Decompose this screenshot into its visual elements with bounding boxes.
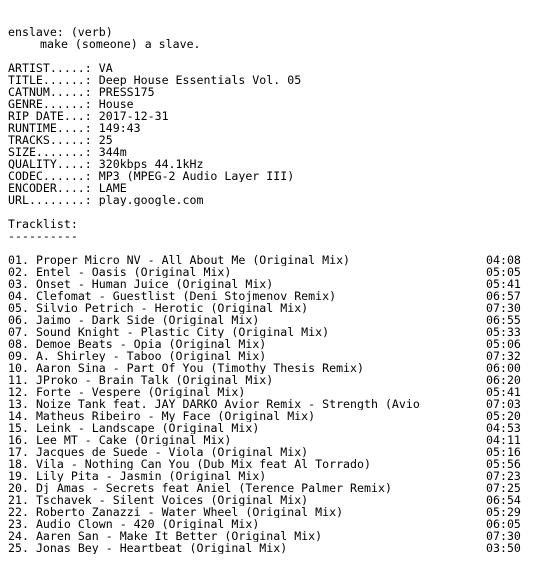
track-title: A. Shirley - Taboo (Original Mix) bbox=[35, 350, 267, 362]
info-value: MP3 (MPEG-2 Audio Layer III) bbox=[98, 170, 295, 182]
info-value: VA bbox=[98, 62, 113, 74]
info-key: URL........: bbox=[8, 194, 92, 206]
track-row bbox=[8, 446, 532, 458]
track-text bbox=[8, 326, 486, 338]
track-duration: 06:05 bbox=[486, 517, 521, 531]
track-duration: 06:00 bbox=[486, 361, 521, 375]
track-row bbox=[8, 278, 532, 290]
track-row bbox=[8, 458, 532, 470]
info-row bbox=[8, 62, 532, 74]
track-number: 16. bbox=[8, 434, 29, 446]
nfo-document bbox=[8, 26, 532, 554]
tracklist-underline: ---------- bbox=[8, 230, 78, 242]
track-row bbox=[8, 386, 532, 398]
track-number: 21. bbox=[8, 494, 29, 506]
track-number: 11. bbox=[8, 374, 29, 386]
info-value: 149:43 bbox=[98, 122, 141, 134]
info-key: QUALITY....: bbox=[8, 158, 92, 170]
track-text bbox=[8, 482, 486, 494]
info-key: CATNUM.....: bbox=[8, 86, 92, 98]
tracklist bbox=[8, 254, 532, 554]
track-duration: 05:33 bbox=[486, 325, 521, 339]
info-value: play.google.com bbox=[98, 194, 204, 206]
track-number: 12. bbox=[8, 386, 29, 398]
track-number: 15. bbox=[8, 422, 29, 434]
track-title: Proper Micro NV - All About Me (Original Mix) bbox=[35, 254, 351, 266]
track-duration: 07:32 bbox=[486, 349, 521, 363]
track-duration: 06:55 bbox=[486, 313, 521, 327]
track-row bbox=[8, 290, 532, 302]
track-row bbox=[8, 542, 532, 554]
track-row bbox=[8, 350, 532, 362]
spacer bbox=[8, 50, 532, 62]
track-text bbox=[8, 362, 486, 374]
info-value: PRESS175 bbox=[98, 86, 155, 98]
info-row bbox=[8, 122, 532, 134]
info-row bbox=[8, 134, 532, 146]
track-number: 23. bbox=[8, 518, 29, 530]
info-value: 320kbps 44.1kHz bbox=[98, 158, 204, 170]
track-title: Aaron Sina - Part Of You (Timothy Thesis Remix) bbox=[35, 362, 364, 374]
track-duration: 07:23 bbox=[486, 469, 521, 483]
track-row bbox=[8, 326, 532, 338]
track-text bbox=[8, 458, 486, 470]
track-row bbox=[8, 254, 532, 266]
track-number: 05. bbox=[8, 302, 29, 314]
spacer bbox=[8, 206, 532, 218]
track-title: Vila - Nothing Can You (Dub Mix feat Al Torrado) bbox=[35, 458, 371, 470]
track-number: 25. bbox=[8, 542, 29, 554]
track-number: 01. bbox=[8, 254, 29, 266]
track-number: 20. bbox=[8, 482, 29, 494]
track-text bbox=[8, 302, 486, 314]
track-title: Clefomat - Guestlist (Deni Stojmenov Remix) bbox=[35, 290, 337, 302]
track-title: Silvio Petrich - Herotic (Original Mix) bbox=[35, 302, 309, 314]
track-text bbox=[8, 338, 486, 350]
release-info bbox=[8, 62, 532, 206]
track-title: Entel - Oasis (Original Mix) bbox=[35, 266, 232, 278]
track-duration: 04:53 bbox=[486, 421, 521, 435]
track-title: Dj Amas - Secrets feat Aniel (Terence Palmer Remix) bbox=[35, 482, 392, 494]
track-text bbox=[8, 314, 486, 326]
track-duration: 05:20 bbox=[486, 409, 521, 423]
track-number: 06. bbox=[8, 314, 29, 326]
track-title: Jacques de Suede - Viola (Original Mix) bbox=[35, 446, 309, 458]
track-number: 04. bbox=[8, 290, 29, 302]
track-duration: 06:20 bbox=[486, 373, 521, 387]
track-title: Jaimo - Dark Side (Original Mix) bbox=[35, 314, 260, 326]
track-row bbox=[8, 506, 532, 518]
track-title: Sound Knight - Plastic City (Original Mix) bbox=[35, 326, 330, 338]
track-text bbox=[8, 410, 486, 422]
track-number: 02. bbox=[8, 266, 29, 278]
track-row bbox=[8, 362, 532, 374]
track-row bbox=[8, 314, 532, 326]
track-text bbox=[8, 386, 486, 398]
info-key: SIZE.......: bbox=[8, 146, 92, 158]
info-key: RIP DATE...: bbox=[8, 110, 92, 122]
track-duration: 06:54 bbox=[486, 493, 521, 507]
info-value: Deep House Essentials Vol. 05 bbox=[98, 74, 302, 86]
info-value: 25 bbox=[98, 134, 113, 146]
track-row bbox=[8, 266, 532, 278]
track-duration: 07:03 bbox=[486, 397, 521, 411]
track-number: 03. bbox=[8, 278, 29, 290]
track-title: Matheus Ribeiro - My Face (Original Mix) bbox=[35, 410, 316, 422]
track-row bbox=[8, 338, 532, 350]
track-text bbox=[8, 530, 486, 542]
info-row bbox=[8, 86, 532, 98]
track-number: 08. bbox=[8, 338, 29, 350]
track-number: 10. bbox=[8, 362, 29, 374]
track-row bbox=[8, 410, 532, 422]
track-title: Lee MT - Cake (Original Mix) bbox=[35, 434, 232, 446]
info-row bbox=[8, 74, 532, 86]
track-row bbox=[8, 530, 532, 542]
track-title: Aaren San - Make It Better (Original Mix) bbox=[35, 530, 323, 542]
info-row bbox=[8, 194, 532, 206]
track-row bbox=[8, 494, 532, 506]
track-row bbox=[8, 374, 532, 386]
track-text bbox=[8, 434, 486, 446]
track-text bbox=[8, 278, 486, 290]
info-key: RUNTIME....: bbox=[8, 122, 92, 134]
track-duration: 04:08 bbox=[486, 253, 521, 267]
track-duration: 07:30 bbox=[486, 529, 521, 543]
track-duration: 05:29 bbox=[486, 505, 521, 519]
track-title: Leink - Landscape (Original Mix) bbox=[35, 422, 260, 434]
tracklist-heading: Tracklist: bbox=[8, 218, 78, 230]
track-text bbox=[8, 494, 486, 506]
track-text bbox=[8, 374, 486, 386]
track-duration: 03:50 bbox=[486, 541, 521, 555]
info-key: CODEC......: bbox=[8, 170, 92, 182]
track-title: Demoe Beats - Opia (Original Mix) bbox=[35, 338, 267, 350]
track-duration: 05:56 bbox=[486, 457, 521, 471]
track-text bbox=[8, 518, 486, 530]
info-value: LAME bbox=[98, 182, 127, 194]
track-duration: 05:41 bbox=[486, 385, 521, 399]
info-value: 2017-12-31 bbox=[98, 110, 169, 122]
info-row bbox=[8, 98, 532, 110]
track-text bbox=[8, 542, 486, 554]
track-text bbox=[8, 470, 486, 482]
track-title: Roberto Zanazzi - Water Wheel (Original Mix) bbox=[35, 506, 344, 518]
track-number: 19. bbox=[8, 470, 29, 482]
track-duration: 05:05 bbox=[486, 265, 521, 279]
track-text bbox=[8, 254, 486, 266]
track-text bbox=[8, 506, 486, 518]
track-text bbox=[8, 422, 486, 434]
track-title: Tschavek - Silent Voices (Original Mix) bbox=[35, 494, 309, 506]
track-number: 07. bbox=[8, 326, 29, 338]
track-title: JProko - Brain Talk (Original Mix) bbox=[35, 374, 274, 386]
track-number: 13. bbox=[8, 398, 29, 410]
track-duration: 04:11 bbox=[486, 433, 521, 447]
track-duration: 07:25 bbox=[486, 481, 521, 495]
info-key: ENCODER....: bbox=[8, 182, 92, 194]
track-duration: 05:16 bbox=[486, 445, 521, 459]
track-title: Noize Tank feat. JAY DARKO Avior Remix - Strength (Avio bbox=[35, 398, 420, 410]
track-row bbox=[8, 302, 532, 314]
track-row bbox=[8, 398, 532, 410]
track-duration: 05:41 bbox=[486, 277, 521, 291]
track-title: Onset - Human Juice (Original Mix) bbox=[35, 278, 274, 290]
track-number: 18. bbox=[8, 458, 29, 470]
spacer bbox=[8, 242, 532, 254]
track-row bbox=[8, 434, 532, 446]
track-duration: 05:06 bbox=[486, 337, 521, 351]
track-text bbox=[8, 350, 486, 362]
track-number: 09. bbox=[8, 350, 29, 362]
track-row bbox=[8, 518, 532, 530]
track-number: 17. bbox=[8, 446, 29, 458]
track-title: Jonas Bey - Heartbeat (Original Mix) bbox=[35, 542, 288, 554]
track-number: 24. bbox=[8, 530, 29, 542]
info-row bbox=[8, 146, 532, 158]
definition-meaning: make (someone) a slave. bbox=[40, 38, 201, 50]
info-row bbox=[8, 182, 532, 194]
track-title: Lily Pita - Jasmin (Original Mix) bbox=[35, 470, 267, 482]
info-key: GENRE......: bbox=[8, 98, 92, 110]
info-key: ARTIST.....: bbox=[8, 62, 92, 74]
track-title: Audio Clown - 420 (Original Mix) bbox=[35, 518, 260, 530]
track-duration: 07:30 bbox=[486, 301, 521, 315]
info-value: House bbox=[98, 98, 134, 110]
track-number: 22. bbox=[8, 506, 29, 518]
track-text bbox=[8, 446, 486, 458]
info-row bbox=[8, 110, 532, 122]
track-row bbox=[8, 482, 532, 494]
info-row bbox=[8, 158, 532, 170]
info-key: TRACKS.....: bbox=[8, 134, 92, 146]
info-row bbox=[8, 170, 532, 182]
track-title: Forte - Vespere (Original Mix) bbox=[35, 386, 246, 398]
definition-term: enslave: (verb) bbox=[8, 26, 113, 38]
track-row bbox=[8, 470, 532, 482]
track-text bbox=[8, 266, 486, 278]
track-text bbox=[8, 290, 486, 302]
track-number: 14. bbox=[8, 410, 29, 422]
track-text bbox=[8, 398, 486, 410]
track-duration: 06:57 bbox=[486, 289, 521, 303]
info-value: 344m bbox=[98, 146, 127, 158]
track-row bbox=[8, 422, 532, 434]
info-key: TITLE......: bbox=[8, 74, 92, 86]
